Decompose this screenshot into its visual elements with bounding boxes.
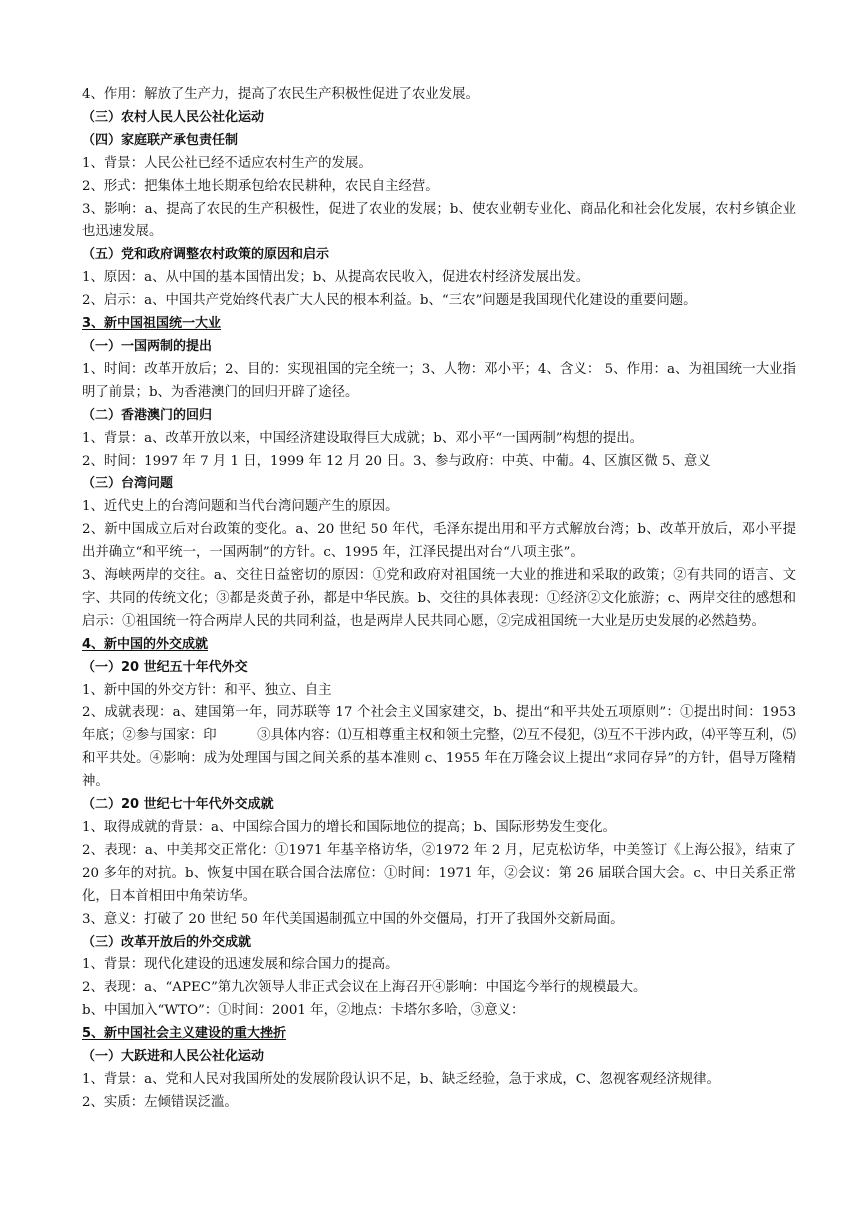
section-heading: 5、新中国社会主义建设的重大挫折 [82, 1026, 287, 1042]
text-line: 4、作用：解放了生产力，提高了农民生产积极性促进了农业发展。 [82, 87, 479, 102]
text-line: 2、启示：a、中国共产党始终代表广大人民的根本利益。b、“三农”问题是我国现代化建设的重要问题。 [82, 293, 697, 309]
subsection-heading: （四）家庭联产承包责任制 [82, 132, 239, 148]
subsection-heading: （三）台湾问题 [82, 476, 174, 492]
subsection-heading: （三）改革开放后的外交成就 [82, 934, 252, 950]
subsection-heading: （三）农村人民人民公社化运动 [82, 109, 265, 125]
subsection-heading: （一）20 世纪五十年代外交 [82, 659, 248, 675]
section-heading: 4、新中国的外交成就 [82, 636, 209, 652]
text-line: 1、背景：现代化建设的迅速发展和综合国力的提高。 [82, 957, 399, 973]
subsection-heading: （五）党和政府调整农村政策的原因和启示 [82, 247, 330, 263]
text-paragraph: 2、表现：a、中美邦交正常化：①1971 年基辛格访华，②1972 年 2 月，尼克松访华，中美签订《上海公报》，结束了 20 多年的对抗。b、恢复中国在联合国合法席位：①时间：1971 年，②会议：第 26 届联合国大会。c、中日关系正常化，日本首相田中角荣访华。 [82, 842, 796, 904]
text-line: 1、取得成就的背景：a、中国综合国力的增长和国际地位的提高；b、国际形势发生变化。 [82, 820, 616, 835]
text-line: 2、时间：1997 年 7 月 1 日，1999 年 12 月 20 日。3、参与政府：中英、中葡。4、区旗区微 5、意义 [82, 453, 711, 469]
text-line: 2、表现：a、“APEC”第九次领导人非正式会议在上海召开④影响：中国迄今举行的规模最大。 [82, 980, 647, 996]
text-line: 1、背景：人民公社已经不适应农村生产的发展。 [82, 155, 372, 171]
subsection-heading: （一）大跃进和人民公社化运动 [82, 1049, 265, 1065]
text-line: 1、原因：a、从中国的基本国情出发；b、从提高农民收入，促进农村经济发展出发。 [82, 270, 590, 286]
text-line: 3、意义：打破了 20 世纪 50 年代美国遏制孤立中国的外交僵局，打开了我国外交新局面。 [82, 911, 624, 927]
text-paragraph: 1、时间：改革开放后；2、目的：实现祖国的完全统一；3、人物：邓小平；4、含义： 5、作用：a、为祖国统一大业指明了前景；b、为香港澳门的回归开辟了途径。 [82, 361, 796, 400]
text-line: b、中国加入“WTO”：①时间：2001 年，②地点：卡塔尔多哈，③意义： [82, 1003, 525, 1019]
text-paragraph: 2、成就表现：a、建国第一年，同苏联等 17 个社会主义国家建交，b、提出“和平共处五项原则”：①提出时间：1953 年底；②参与国家：印 ③具体内容：⑴互相尊重主权和领土完整，⑵互不侵犯，⑶互不干涉内政，⑷平等互利，⑸和平共处。④影响：成为处理国与国之间关系的基本准则 c、1955 年在万隆会议上提出“求同存异”的方针，倡导万隆精神。 [82, 705, 796, 790]
text-paragraph: 3、影响：a、提高了农民的生产积极性，促进了农业的发展；b、使农业朝专业化、商品化和社会化发展，农村乡镇企业也迅速发展。 [82, 201, 796, 240]
text-line: 1、近代史上的台湾问题和当代台湾问题产生的原因。 [82, 499, 399, 515]
section-heading: 3、新中国祖国统一大业 [82, 316, 222, 332]
text-line: 2、形式：把集体土地长期承包给农民耕种，农民自主经营。 [82, 178, 439, 194]
text-line: 1、新中国的外交方针：和平、独立、自主 [82, 682, 332, 698]
subsection-heading: （二）20 世纪七十年代外交成就 [82, 797, 274, 813]
text-line: 1、背景：a、改革开放以来，中国经济建设取得巨大成就；b、邓小平“一国两制”构想的提出。 [82, 430, 643, 446]
text-line: 1、背景：a、党和人民对我国所处的发展阶段认识不足，b、缺乏经验，急于求成，C、忽视客观经济规律。 [82, 1071, 720, 1087]
subsection-heading: （一）一国两制的提出 [82, 338, 213, 354]
text-line: 2、实质：左倾错误泛滥。 [82, 1094, 238, 1110]
subsection-heading: （二）香港澳门的回归 [82, 407, 213, 423]
text-paragraph: 2、新中国成立后对台政策的变化。a、20 世纪 50 年代，毛泽东提出用和平方式解放台湾；b、改革开放后，邓小平提出并确立“和平统一，一国两制”的方针。c、1995 年，江泽民提出对台“八项主张”。 [82, 522, 796, 561]
text-paragraph: 3、海峡两岸的交往。a、交往日益密切的原因：①党和政府对祖国统一大业的推进和采取的政策；②有共同的语言、文字、共同的传统文化；③都是炎黄子孙，都是中华民族。b、交往的具体表现：①经济②文化旅游；c、两岸交往的感想和启示：①祖国统一符合两岸人民的共同利益，也是两岸人民共同心愿，②完成祖国统一大业是历史发展的必然趋势。 [82, 568, 796, 629]
